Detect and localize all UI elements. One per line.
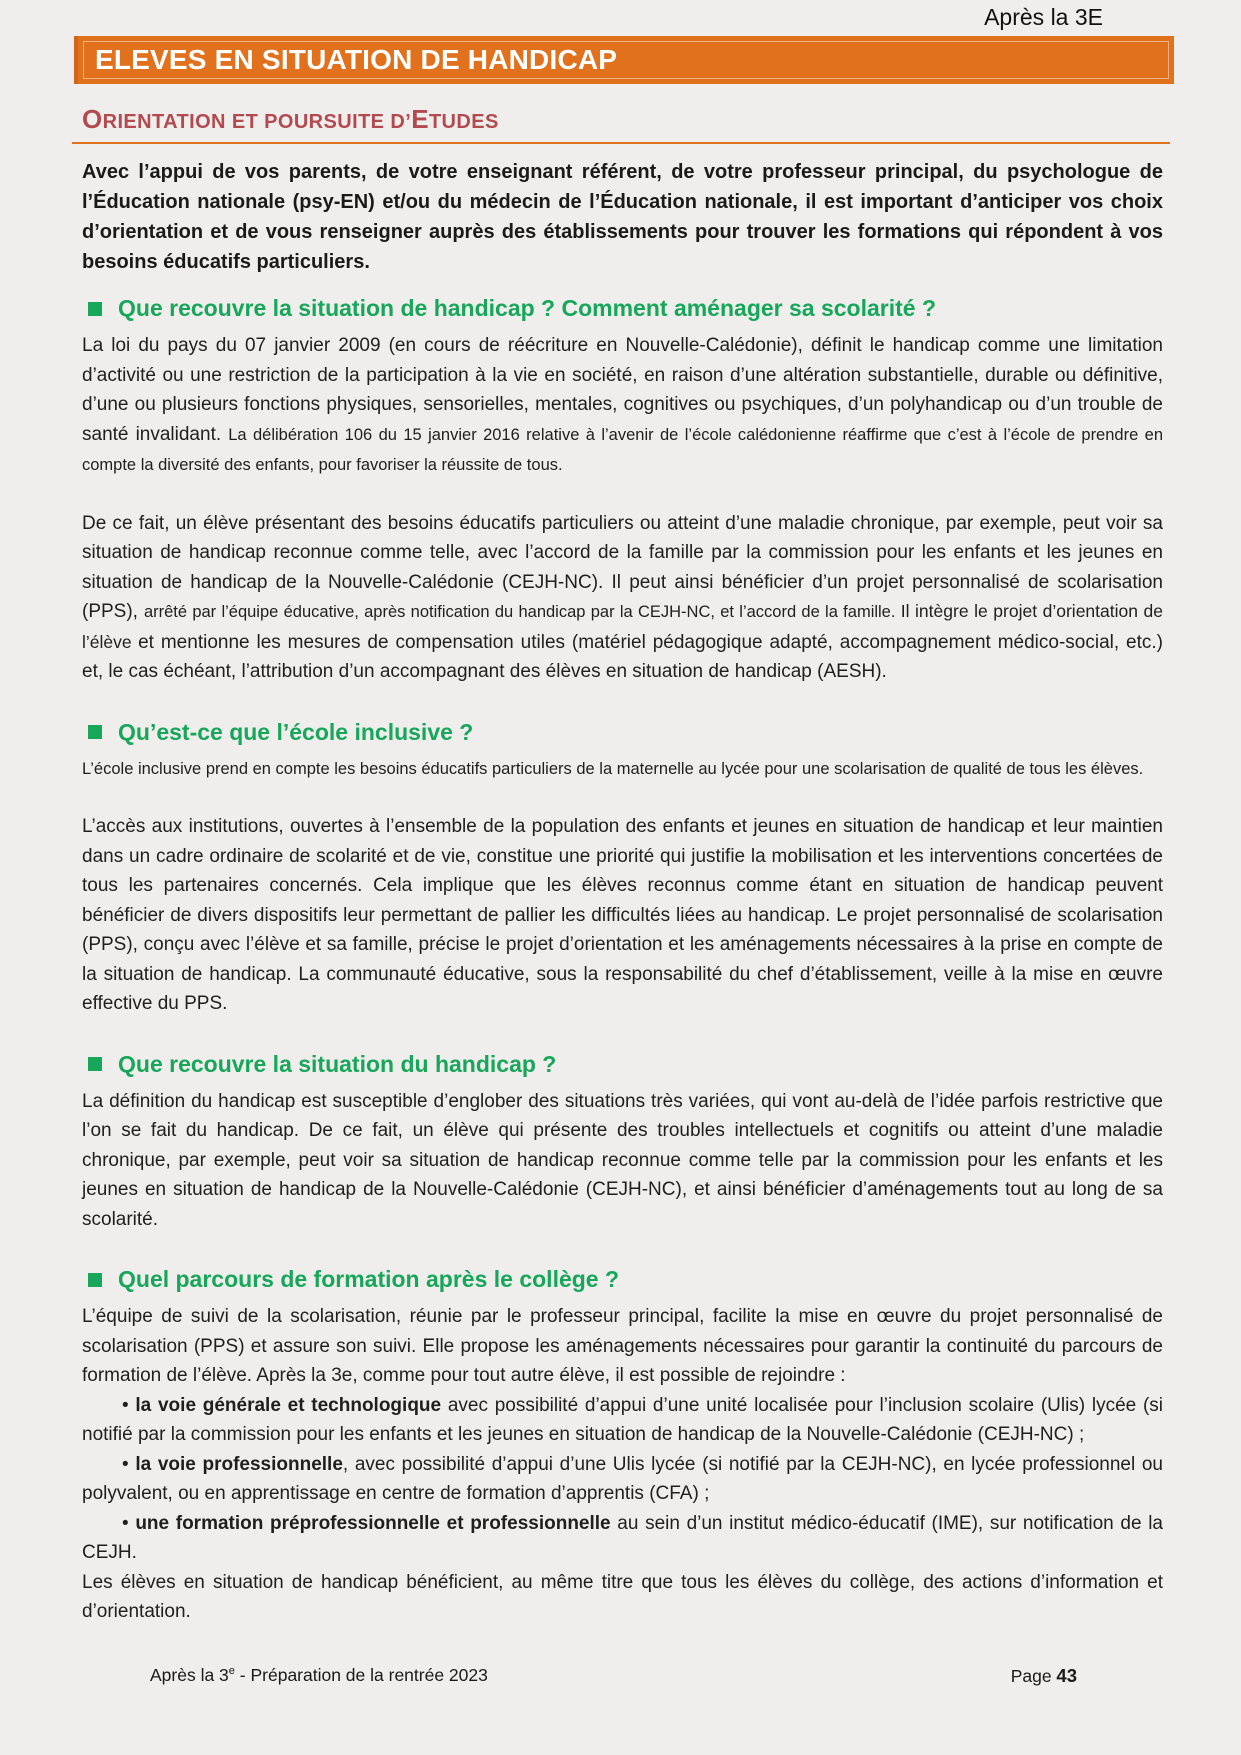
title-banner (74, 36, 1174, 84)
bullet-rest-text: , avec possibilité d’appui d’une Ulis lycée (si notifié par la CEJH-NC), en lycée professionnel ou polyvalent, ou en apprentissage en centre de formation d’apprentis (CFA) ; (82, 1453, 1163, 1504)
footer-doc-title-text: Après la 3 (150, 1665, 229, 1685)
bullet-item (82, 1450, 1163, 1509)
paragraph-text: De ce fait, un élève présentant des besoins éducatifs particuliers ou atteint d’une maladie chronique, par exemple, peut voir sa situation de handicap reconnue comme telle, avec l’accord de la famille par la commission pour les enfants et les jeunes en situation de handicap de la Nouvelle-Calédonie (CEJH-NC). Il peut ainsi bénéficier d’un projet personnalisé de scolarisation (PPS), (82, 512, 1163, 622)
section-heading-1-label: Que recouvre la situation de handicap ? Comment aménager sa scolarité ? (118, 295, 937, 321)
section-heading-1 (82, 295, 1163, 322)
body-paragraph: La définition du handicap est susceptible d’englober des situations très variées, qui vont au-delà de l’idée parfois restrictive que l’on se fait du handicap. De ce fait, un élève qui présente des troubles intellectuels et cognitifs ou atteint d’une maladie chronique, par exemple, peut voir sa situation de handicap reconnue comme telle par la commission pour les enfants et les jeunes en situation de handicap de la Nouvelle-Calédonie (CEJH-NC), et ainsi bénéficier d’aménagements tout au long de sa scolarité. (82, 1090, 1163, 1230)
paragraph-note-text: La délibération 106 du 15 janvier 2016 relative à l’avenir de l’école calédonienne réaffirme que c’est à l’école de prendre en compte la diversité des enfants, pour favoriser la réussite de tous. (82, 425, 1164, 474)
bullet-item (82, 1391, 1163, 1450)
square-bullet-icon (88, 725, 102, 739)
bullet-lead-text: la voie générale et technologique (135, 1394, 442, 1416)
section-heading-4-label: Quel parcours de formation après le collège ? (118, 1266, 620, 1292)
paragraph-text: et mentionne les mesures de compensation utiles (matériel pédagogique adapté, accompagnement médico-social, etc.) et, le cas échéant, l’attribution d’un accompagnant des élèves en situation de handicap (AESH). (82, 631, 1164, 682)
footer (150, 1665, 1077, 1687)
section-heading-3-label: Que recouvre la situation du handicap ? (118, 1050, 557, 1077)
subtitle-text: RIENTATION ET POURSUITE D’ (102, 111, 412, 133)
subtitle-text-2: TUDES (428, 111, 499, 133)
footer-doc-title (150, 1665, 488, 1687)
section-subtitle (82, 104, 1163, 135)
subtitle-cap-2: E (411, 104, 429, 134)
intro-paragraph: Avec l’appui de vos parents, de votre enseignant référent, de votre professeur principal, du psychologue de l’Éducation nationale (psy-EN) et/ou du médecin de l’Éducation nationale, il est important d’anticiper vos choix d’orientation et de vous renseigner auprès des établissements pour trouver les formations qui répondent à vos besoins éducatifs particuliers. (82, 161, 1163, 273)
body-paragraph: L’accès aux institutions, ouvertes à l’ensemble de la population des enfants et jeunes en situation de handicap et leur maintien dans un cadre ordinaire de scolarité et de vie, constitue une priorité qui justifie la mobilisation et les interventions concertées de tous les partenaires concernés. Cela implique que les élèves reconnus comme étant en situation de handicap peuvent bénéficier de divers dispositifs leur permettant de pallier les difficultés liées au handicap. Le projet personnalisé de scolarisation (PPS), conçu avec l’élève et sa famille, précise le projet d’orientation et les aménagements nécessaires à la prise en compte de la situation de handicap. La communauté éducative, sous la responsabilité du chef d’établissement, veille à la mise en œuvre effective du PPS. (82, 816, 1163, 1014)
document-body (82, 104, 1163, 1627)
section-heading-2-label: Qu’est-ce que l’école inclusive ? (118, 718, 474, 745)
section-heading-2 (82, 719, 1163, 746)
square-bullet-icon (88, 302, 102, 316)
page-title: ELEVES EN SITUATION DE HANDICAP (95, 44, 618, 75)
section-heading-3 (82, 1051, 1163, 1078)
body-paragraph: L’école inclusive prend en compte les besoins éducatifs particuliers de la maternelle au lycée pour une scolarisation de qualité de tous les élèves. (82, 759, 1144, 778)
bullet-lead-text: la voie professionnelle (135, 1453, 343, 1475)
body-paragraph (82, 509, 1163, 687)
footer-doc-title-rest: - Préparation de la rentrée 2023 (234, 1665, 488, 1685)
paragraph-text: Il intègre le projet d’orientation de l’élève (82, 601, 1163, 652)
body-paragraph: L’équipe de suivi de la scolarisation, réunie par le professeur principal, facilite la mise en œuvre du projet personnalisé de scolarisation (PPS) et assure son suivi. Elle propose les aménagements nécessaires pour garantir la continuité du parcours de formation de l’élève. Après la 3e, comme pour tout autre élève, il est possible de rejoindre : (82, 1306, 1163, 1386)
subtitle-initial-cap: O (82, 104, 103, 134)
page-header-right: Après la 3E (984, 4, 1103, 30)
bullet-icon: • (122, 1394, 129, 1416)
closing-paragraph: Les élèves en situation de handicap bénéficient, au même titre que tous les élèves du collège, des actions d’information et d’orientation. (82, 1571, 1163, 1622)
bullet-rest-text: au sein d’un institut médico-éducatif (IME), sur notification de la CEJH. (82, 1512, 1163, 1563)
square-bullet-icon (88, 1273, 102, 1287)
bullet-icon: • (122, 1512, 129, 1534)
footer-page-indicator (1011, 1665, 1077, 1687)
footer-page-number: 43 (1056, 1665, 1077, 1686)
paragraph-text: La loi du pays du 07 janvier 2009 (en cours de réécriture en Nouvelle-Calédonie), définit le handicap comme une limitation d’activité ou une restriction de la participation à la vie en société, en raison d’une altération substantielle, durable ou définitive, d’une ou plusieurs fonctions physiques, sensorielles, mentales, cognitives ou psychiques, d’un polyhandicap ou d’un trouble de santé invalidant. (82, 335, 1163, 445)
section-heading-4 (82, 1266, 1163, 1293)
paragraph-note-text: arrêté par l’équipe éducative, après notification du handicap par la CEJH-NC, et l’accord de la famille. (143, 603, 901, 621)
bullet-rest-text: avec possibilité d’appui d’une unité localisée pour l’inclusion scolaire (Ulis) lycée (si notifié par la commission pour les enfants et les jeunes en situation de handicap de la Nouvelle-Calédonie (CEJH-NC) ; (82, 1394, 1164, 1445)
body-paragraph (82, 331, 1163, 481)
orange-divider-rule (72, 142, 1170, 144)
bullet-lead-text: une formation préprofessionnelle et professionnelle (135, 1512, 611, 1534)
footer-page-label: Page (1010, 1666, 1057, 1686)
footer-superscript: e (228, 1665, 235, 1678)
bullet-item (82, 1509, 1163, 1568)
bullet-icon: • (122, 1453, 129, 1475)
square-bullet-icon (88, 1057, 102, 1071)
title-banner-inner-border (83, 41, 1169, 79)
